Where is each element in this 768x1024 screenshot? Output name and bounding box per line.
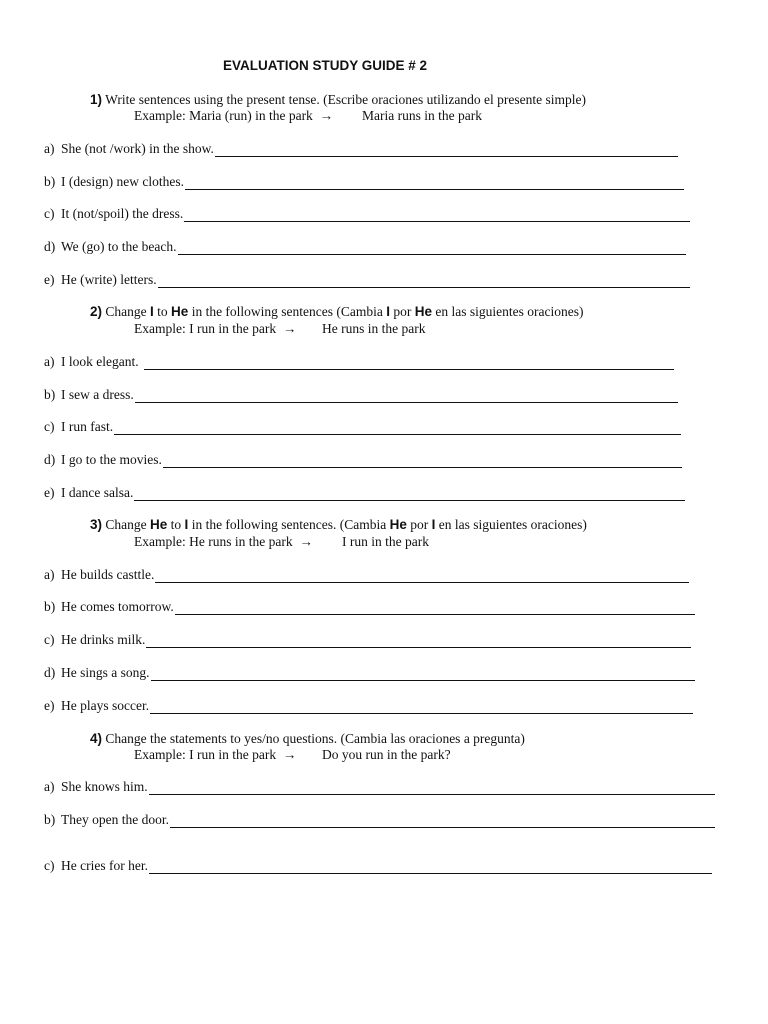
answer-blank[interactable] — [184, 207, 690, 222]
example-answer: Do you run in the park? — [322, 747, 451, 762]
keyword: I — [431, 517, 436, 532]
keyword: I — [184, 517, 189, 532]
section-number: 1) — [90, 92, 103, 107]
section-number: 3) — [90, 517, 103, 532]
answer-blank[interactable] — [151, 666, 695, 681]
item-text: It (not/spoil) the dress. — [61, 206, 184, 221]
item-text: I (design) new clothes. — [61, 174, 184, 189]
arrow-icon: → — [279, 747, 297, 762]
section-1-example — [134, 108, 482, 124]
instruction-text: to — [153, 304, 172, 319]
item-letter: d) — [44, 665, 56, 680]
example-label: Example: I run in the park — [134, 747, 277, 762]
answer-blank[interactable] — [135, 388, 678, 403]
item-letter: e) — [44, 485, 55, 500]
exercise-line — [44, 452, 682, 468]
arrow-icon: → — [295, 534, 313, 549]
item-text: I run fast. — [61, 419, 114, 434]
item-letter: a) — [44, 141, 55, 156]
item-letter: e) — [44, 272, 55, 287]
keyword: He — [150, 517, 168, 532]
answer-blank[interactable] — [215, 142, 678, 157]
instruction-text: Change the statements to yes/no questions. (Cambia las oraciones a pregunta) — [105, 731, 525, 746]
exercise-line — [44, 485, 685, 501]
item-text: She (not /work) in the show. — [61, 141, 214, 156]
item-text: I sew a dress. — [61, 387, 134, 402]
answer-blank[interactable] — [144, 355, 674, 370]
item-text: He drinks milk. — [61, 632, 146, 647]
exercise-line — [44, 272, 690, 288]
exercise-line — [44, 206, 690, 222]
arrow-icon: → — [279, 321, 297, 336]
answer-blank[interactable] — [163, 453, 682, 468]
exercise-line — [44, 567, 689, 583]
item-letter: c) — [44, 858, 55, 873]
section-number: 2) — [90, 304, 103, 319]
instruction-text: Change — [105, 517, 151, 532]
example-label: Example: I run in the park — [134, 321, 277, 336]
item-letter: e) — [44, 698, 55, 713]
page-title: EVALUATION STUDY GUIDE # 2 — [223, 58, 428, 73]
exercise-line — [44, 419, 681, 435]
exercise-line — [44, 239, 686, 255]
exercise-line — [44, 858, 712, 874]
keyword: He — [389, 517, 407, 532]
instruction-text: en las siguientes oraciones) — [435, 517, 587, 532]
exercise-line — [44, 141, 678, 157]
keyword: I — [386, 304, 391, 319]
item-text: I look elegant. — [61, 354, 139, 369]
exercise-line — [44, 779, 715, 795]
instruction-text: in the following sentences. (Cambia — [188, 517, 390, 532]
exercise-line — [44, 665, 695, 681]
keyword: I — [150, 304, 154, 319]
instruction-text: Write sentences using the present tense. (Escribe oraciones utilizando el presente simple) — [105, 92, 586, 107]
answer-blank[interactable] — [114, 420, 681, 435]
arrow-icon: → — [316, 108, 334, 123]
section-2-example — [134, 321, 426, 337]
keyword: He — [414, 304, 433, 319]
item-letter: c) — [44, 206, 55, 221]
example-label: Example: He runs in the park — [134, 534, 293, 549]
item-letter: c) — [44, 632, 55, 647]
item-text: He comes tomorrow. — [61, 599, 174, 614]
section-3-instruction — [90, 517, 587, 533]
section-number: 4) — [90, 731, 103, 746]
item-text: He (write) letters. — [61, 272, 157, 287]
item-text: He sings a song. — [61, 665, 150, 680]
section-4-example — [134, 747, 451, 763]
item-letter: b) — [44, 174, 56, 189]
answer-blank[interactable] — [134, 486, 685, 501]
answer-blank[interactable] — [178, 240, 686, 255]
instruction-text: to — [167, 517, 185, 532]
exercise-line — [44, 599, 695, 615]
item-text: I go to the movies. — [61, 452, 162, 467]
exercise-line — [44, 354, 674, 370]
item-text: She knows him. — [61, 779, 148, 794]
keyword: He — [171, 304, 189, 319]
item-text: He plays soccer. — [61, 698, 150, 713]
answer-blank[interactable] — [150, 699, 693, 714]
example-answer: I run in the park — [342, 534, 429, 549]
instruction-text: por — [390, 304, 415, 319]
instruction-text: Change — [105, 304, 151, 319]
item-text: They open the door. — [61, 812, 169, 827]
exercise-line — [44, 698, 693, 714]
answer-blank[interactable] — [170, 813, 715, 828]
item-text: I dance salsa. — [61, 485, 134, 500]
answer-blank[interactable] — [158, 273, 690, 288]
exercise-line — [44, 387, 678, 403]
instruction-text: in the following sentences (Cambia — [188, 304, 387, 319]
item-letter: c) — [44, 419, 55, 434]
answer-blank[interactable] — [185, 175, 684, 190]
example-label: Example: Maria (run) in the park — [134, 108, 313, 123]
example-answer: He runs in the park — [322, 321, 426, 336]
instruction-text: en las siguientes oraciones) — [432, 304, 584, 319]
answer-blank[interactable] — [149, 859, 712, 874]
section-4-instruction — [90, 731, 525, 747]
item-text: He cries for her. — [61, 858, 148, 873]
exercise-line — [44, 174, 684, 190]
answer-blank[interactable] — [175, 600, 695, 615]
section-1-instruction — [90, 92, 586, 108]
item-text: We (go) to the beach. — [61, 239, 177, 254]
item-letter: a) — [44, 567, 55, 582]
section-3-example — [134, 534, 429, 550]
section-2-instruction — [90, 304, 584, 320]
item-letter: b) — [44, 599, 56, 614]
item-letter: a) — [44, 779, 55, 794]
answer-blank[interactable] — [149, 780, 715, 795]
answer-blank[interactable] — [155, 568, 689, 583]
exercise-line — [44, 632, 691, 648]
answer-blank[interactable] — [146, 633, 691, 648]
example-answer: Maria runs in the park — [362, 108, 482, 123]
item-letter: b) — [44, 812, 56, 827]
exercise-line — [44, 812, 715, 828]
item-letter: d) — [44, 239, 56, 254]
item-text: He builds casttle. — [61, 567, 155, 582]
item-letter: b) — [44, 387, 56, 402]
item-letter: d) — [44, 452, 56, 467]
item-letter: a) — [44, 354, 55, 369]
instruction-text: por — [406, 517, 432, 532]
